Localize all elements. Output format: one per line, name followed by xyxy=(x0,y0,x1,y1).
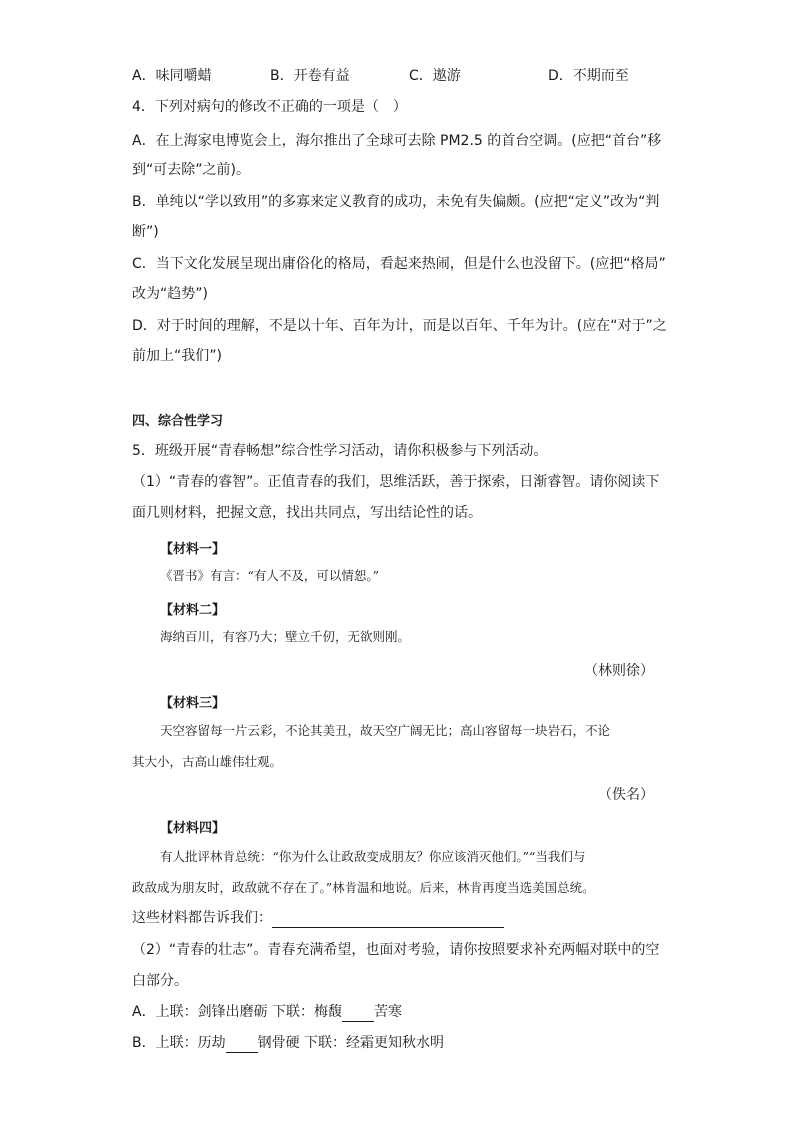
q5-stem: 5．班级开展“青春畅想”综合性学习活动，请你积极参与下列活动。 xyxy=(132,443,548,459)
material-4-text-line1: 有人批评林肯总统：“你为什么让政敌变成朋友？你应该消灭他们。”“当我们与 xyxy=(160,849,586,864)
material-3-label: 【材料三】 xyxy=(160,696,226,711)
q4-option-a-line2: 到“可去除”之前)。 xyxy=(132,162,250,178)
q4-stem: 4．下列对病句的修改不正确的一项是（ ） xyxy=(132,99,407,115)
material-4-text-line2: 政敌成为朋友时，政敌就不存在了。”林肯温和地说。后来，林肯再度当选美国总统。 xyxy=(132,880,595,895)
conclusion-label: 这些材料都告诉我们： xyxy=(132,910,272,926)
section-heading: 四、综合性学习 xyxy=(132,414,224,429)
couplet-a xyxy=(132,1002,402,1022)
material-4-label: 【材料四】 xyxy=(160,821,226,836)
q4-option-c-line2: 改为“趋势”) xyxy=(132,286,208,302)
part1-line2: 面几则材料，把握文意，找出共同点，写出结论性的话。 xyxy=(132,505,482,521)
q4-option-b-line1: B．单纯以“学以致用”的多寡来定义教育的成功，未免有失偏颇。(应把“定义”改为“判 xyxy=(132,194,660,210)
couplet-b xyxy=(132,1033,444,1053)
material-1-text: 《晋书》有言：“有人不及，可以情恕。” xyxy=(160,568,380,583)
part1-line1: （1）“青春的睿智”。正值青春的我们，思维活跃，善于探索，日渐睿智。请你阅读下 xyxy=(132,474,660,490)
couplet-a-after: 苦寒 xyxy=(374,1004,403,1020)
material-3-author: （佚名） xyxy=(598,787,654,803)
q4-option-a-line1: A．在上海家电博览会上，海尔推出了全球可去除 PM2.5 的首台空调。(应把“首台”移 xyxy=(132,133,662,149)
material-2-text: 海纳百川，有容乃大；壁立千仞，无欲则刚。 xyxy=(160,629,411,644)
couplet-a-before: A．上联：剑锋出磨砺 下联：梅馥 xyxy=(132,1004,343,1020)
option-a: A．味同嚼蜡 xyxy=(132,68,212,84)
q4-option-d-line2: 前加上“我们”) xyxy=(132,348,222,364)
conclusion-blank[interactable] xyxy=(272,911,504,928)
couplet-b-before: B．上联：历劫 xyxy=(132,1035,226,1051)
material-2-author: （林则徐） xyxy=(584,663,654,679)
part2-line1: （2）“青春的壮志”。青春充满希望，也面对考验，请你按照要求补充两幅对联中的空 xyxy=(132,942,660,958)
couplet-b-blank[interactable] xyxy=(226,1036,258,1053)
option-b: B．开卷有益 xyxy=(270,68,350,84)
material-3-text-line2: 其大小，古高山雄伟壮观。 xyxy=(132,754,283,769)
q4-option-d-line1: D．对于时间的理解，不是以十年、百年为计，而是以百年、千年为计。(应在“对于”之 xyxy=(132,318,667,334)
q4-option-c-line1: C．当下文化发展呈现出庸俗化的格局，看起来热闹，但是什么也没留下。(应把“格局” xyxy=(132,256,666,272)
q4-option-b-line2: 断”) xyxy=(132,224,159,240)
couplet-b-after: 钢骨硬 下联：经霜更知秋水明 xyxy=(257,1035,445,1051)
part2-line2: 白部分。 xyxy=(132,973,188,989)
material-1-label: 【材料一】 xyxy=(160,542,226,557)
material-2-label: 【材料二】 xyxy=(160,603,226,618)
option-d: D．不期而至 xyxy=(548,68,629,84)
option-c: C．遨游 xyxy=(409,68,461,84)
couplet-a-blank[interactable] xyxy=(342,1005,374,1022)
conclusion-prompt xyxy=(132,908,504,928)
material-3-text-line1: 天空容留每一片云彩，不论其美丑，故天空广阔无比；高山容留每一块岩石，不论 xyxy=(160,723,611,738)
